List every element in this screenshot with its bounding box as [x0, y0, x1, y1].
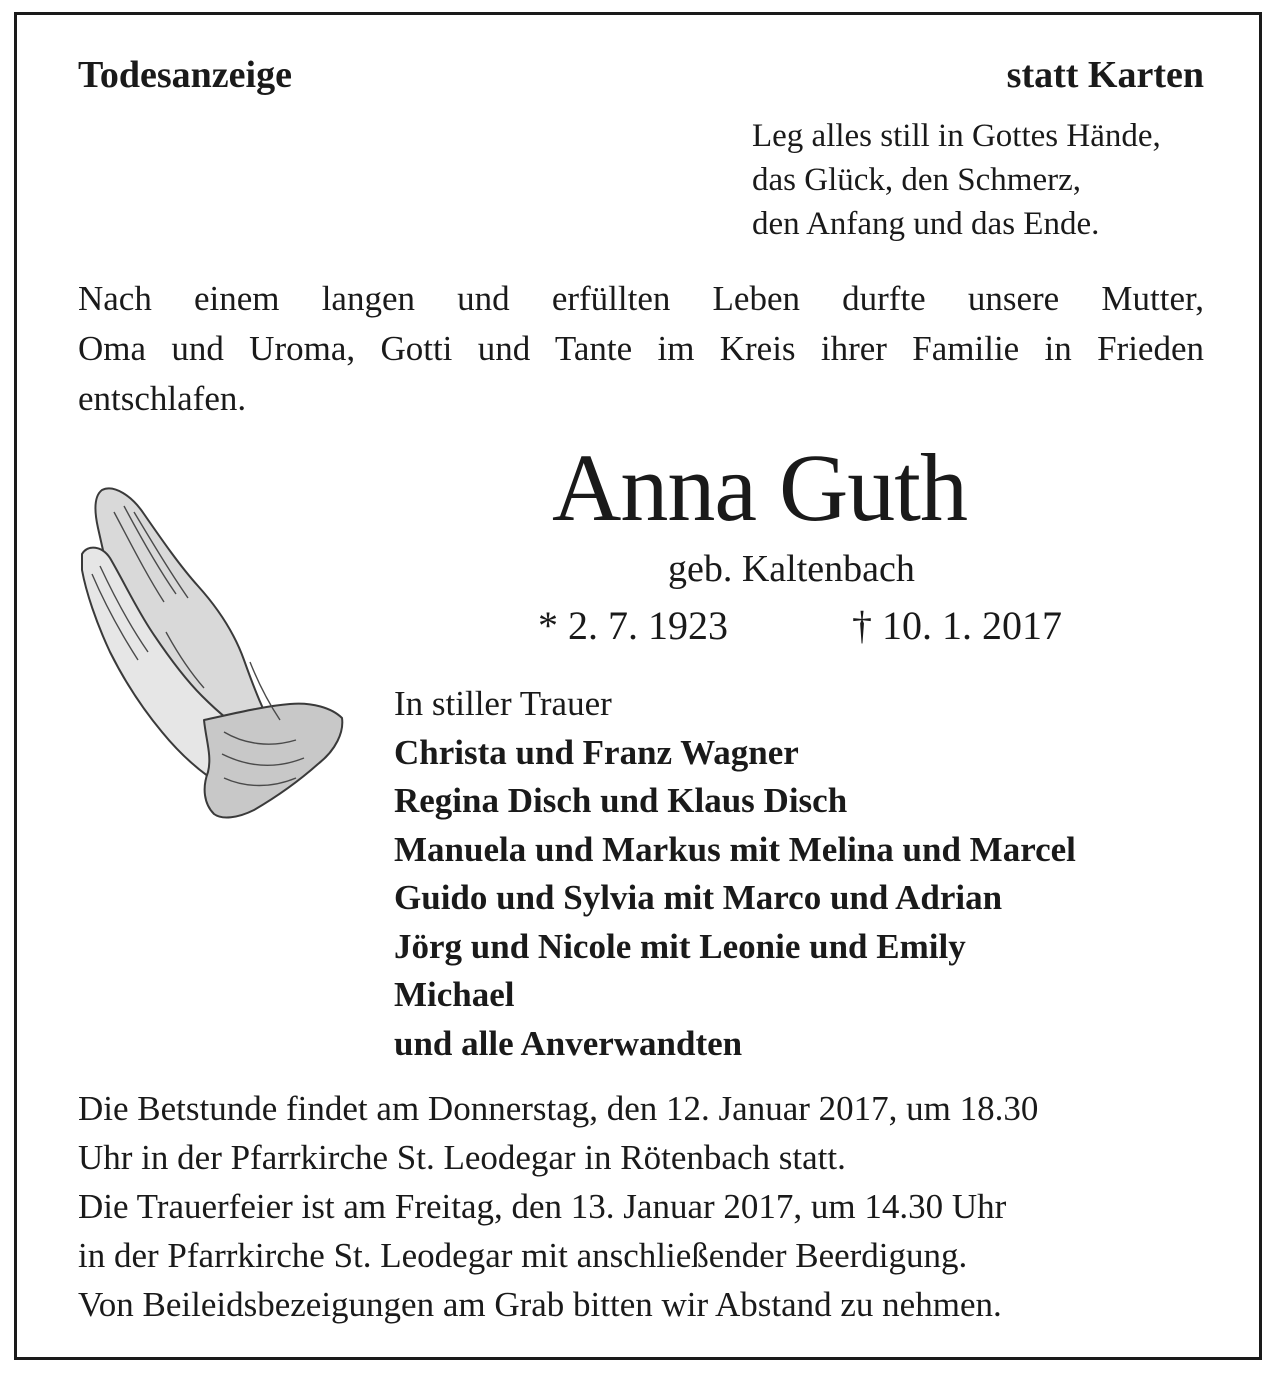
mourner-name: Jörg und Nicole mit Leonie und Emily	[394, 926, 966, 966]
intro-paragraph	[78, 274, 1204, 424]
birth-date: * 2. 7. 1923	[538, 603, 728, 648]
verse	[752, 114, 1161, 246]
deceased-name: Anna Guth	[552, 434, 967, 541]
service-details	[78, 1084, 1038, 1329]
mourners-list	[394, 680, 1076, 1068]
death-date: † 10. 1. 2017	[852, 603, 1062, 648]
notice-type-label: Todesanzeige	[78, 54, 292, 96]
intro-line: Oma und Uroma, Gotti und Tante im Kreis ihrer Familie in Frieden	[78, 329, 1204, 368]
service-line: Von Beileidsbezeigungen am Grab bitten wir Abstand zu nehmen.	[78, 1285, 1002, 1324]
verse-line: das Glück, den Schmerz,	[752, 162, 1081, 198]
mourner-name: Regina Disch und Klaus Disch	[394, 781, 848, 820]
service-line: Die Trauerfeier ist am Freitag, den 13. Januar 2017, um 14.30 Uhr	[78, 1187, 1007, 1226]
mourner-name: Michael	[394, 975, 515, 1014]
mourner-name: und alle Anverwandten	[394, 1023, 743, 1063]
no-cards-label: statt Karten	[1006, 54, 1204, 96]
verse-line: Leg alles still in Gottes Hände,	[752, 118, 1161, 154]
service-line: in der Pfarrkirche St. Leodegar mit anschließender Beerdigung.	[78, 1236, 968, 1275]
verse-line: den Anfang und das Ende.	[752, 206, 1100, 242]
mourner-name: Guido und Sylvia mit Marco und Adrian	[394, 878, 1003, 917]
intro-line: Nach einem langen und erfüllten Leben durfte unsere Mutter,	[78, 279, 1204, 318]
mourners-intro: In stiller Trauer	[394, 684, 612, 723]
mourner-name: Christa und Franz Wagner	[394, 732, 799, 772]
service-line: Uhr in der Pfarrkirche St. Leodegar in Rötenbach statt.	[78, 1138, 846, 1177]
service-line: Die Betstunde findet am Donnerstag, den 12. Januar 2017, um 18.30	[78, 1089, 1039, 1128]
birth-name: geb. Kaltenbach	[668, 548, 915, 590]
praying-hands-icon	[74, 482, 346, 824]
mourner-name: Manuela und Markus mit Melina und Marcel	[394, 829, 1076, 869]
intro-line: entschlafen.	[78, 379, 247, 418]
